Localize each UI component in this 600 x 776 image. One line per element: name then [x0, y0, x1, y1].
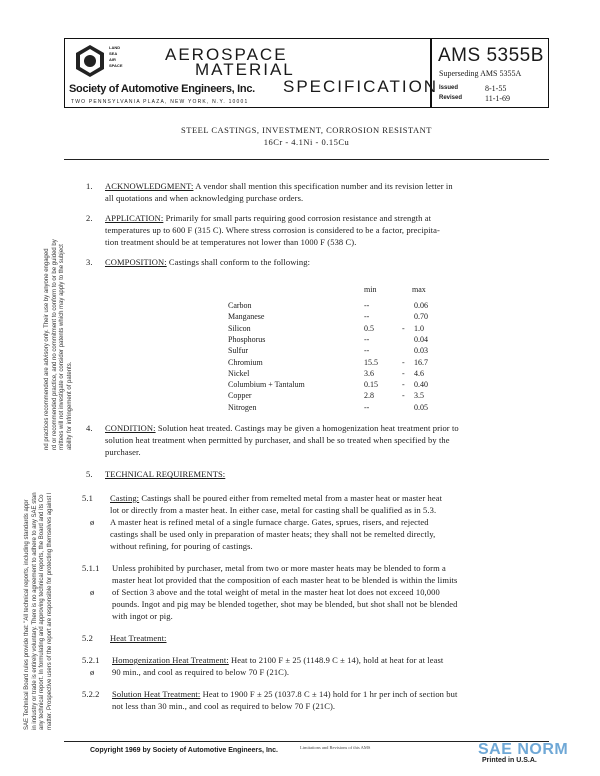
- composition-min: 0.5: [364, 323, 374, 333]
- composition-max: 16.7: [414, 357, 428, 367]
- composition-min: 15.5: [364, 357, 378, 367]
- section-2-number: 2.: [86, 213, 93, 223]
- section-5-number: 5.: [86, 469, 93, 479]
- section-5-2-2-number: 5.2.2: [82, 689, 100, 699]
- section-1-number: 1.: [86, 181, 93, 191]
- section-5-1-line-5: without refining, for pouring of castings.: [110, 541, 253, 551]
- composition-max: 1.0: [414, 323, 424, 333]
- section-5-1-1-line-3: of Section 3 above and the total weight of metal in the master heat lot does not exceed 10,000: [112, 587, 440, 597]
- section-5-2-2-line-1: Solution Heat Treatment: Heat to 1900 F ± 25 (1037.8 C ± 14) hold for 1 hr per inch of section but: [112, 689, 458, 699]
- composition-max: 0.05: [414, 402, 428, 412]
- revised-row: [439, 94, 511, 103]
- composition-max: 0.04: [414, 334, 428, 344]
- section-5-1-1-line-5: with ingot or pig.: [112, 611, 173, 621]
- section-4-line-1: CONDITION: Solution heat treated. Castings may be given a homogenization heat treatment prior to: [105, 423, 459, 433]
- section-4-line-2: solution heat treatment when permitted by purchaser, and shall be so treated when specified by the: [105, 435, 450, 445]
- revision-mark: ø: [90, 517, 95, 527]
- composition-range-dash: -: [402, 391, 405, 401]
- sae-logo-icon: [75, 44, 105, 78]
- composition-range-dash: -: [402, 357, 405, 367]
- section-5-2-number: 5.2: [82, 633, 93, 643]
- revision-mark: ø: [90, 587, 95, 597]
- section-5-2-1-line-1: Homogenization Heat Treatment: Heat to 2100 F ± 25 (1148.9 C ± 14), hold at heat for at least: [112, 655, 444, 665]
- title-material: MATERIAL: [195, 60, 295, 79]
- header-title-box: [64, 38, 439, 108]
- section-1-line-2: all quotations and when acknowledging purchase orders.: [105, 193, 304, 203]
- composition-min: 3.6: [364, 368, 374, 378]
- section-3-line-1: COMPOSITION: Castings shall conform to the following:: [105, 257, 311, 267]
- revised-label: Revised: [439, 95, 463, 101]
- revised-date: 11-1-69: [485, 94, 511, 103]
- composition-max: 3.5: [414, 391, 424, 401]
- composition-element: Sulfur: [228, 346, 248, 356]
- section-5-1-1-line-1: Unless prohibited by purchaser, metal from two or more master heats may be blended to form a: [112, 563, 446, 573]
- section-2-heading: APPLICATION:: [105, 213, 164, 223]
- composition-element: Copper: [228, 391, 252, 401]
- composition-max: 0.03: [414, 346, 428, 356]
- composition-range-dash: -: [402, 368, 405, 378]
- legal-notice-lines-continued: nd practices recommended are advisory only. Their use by anyone engaged rd or recommended practice, and no commitment to conform to or be guided by mittees will not investigate or consider patents which may apply to the subject ability for infringement of patents.: [44, 239, 73, 450]
- composition-max: 4.6: [414, 368, 424, 378]
- section-4-heading: CONDITION:: [105, 423, 156, 433]
- composition-max: 0.70: [414, 312, 428, 322]
- composition-min: 0.15: [364, 380, 378, 390]
- composition-element: Phosphorus: [228, 334, 266, 344]
- issued-row: [439, 84, 507, 93]
- section-5-1-line-2: lot or directly from a master heat. In either case, metal for casting shall be qualified as in 5.3.: [110, 505, 437, 515]
- section-5-2-2-heading: Solution Heat Treatment:: [112, 689, 201, 699]
- section-1-line-1: ACKNOWLEDGMENT: A vendor shall mention this specification number and its revision letter in: [105, 181, 453, 191]
- subject-alloy: 16Cr - 4.1Ni - 0.15Cu: [263, 137, 350, 147]
- section-5-1-1-number: 5.1.1: [82, 563, 100, 573]
- section-5-1-1-line-4: pounds. Ingot and pig may be blended together, shot may be blended, but shot shall not be blended: [112, 599, 458, 609]
- section-3-heading: COMPOSITION:: [105, 257, 167, 267]
- col-max-header: max: [412, 285, 426, 294]
- composition-min: --: [364, 301, 370, 310]
- composition-element: Carbon: [228, 301, 252, 310]
- section-2-line-3: tion treatment should be at temperatures not lower than 1000 F (538 C).: [105, 237, 357, 247]
- section-5-1-number: 5.1: [82, 493, 93, 503]
- subject-title: STEEL CASTINGS, INVESTMENT, CORROSION RESISTANT: [181, 125, 432, 135]
- section-5-2-1-number: 5.2.1: [82, 655, 100, 665]
- legal-notice-sidebar: [0, 239, 73, 730]
- col-min-header: min: [364, 285, 377, 294]
- section-1-heading: ACKNOWLEDGMENT:: [105, 181, 194, 191]
- composition-min: --: [364, 346, 370, 356]
- section-5-2-1-line-2: 90 min., and cool as required to below 70 F (21C).: [112, 667, 290, 677]
- composition-element: Nitrogen: [228, 402, 257, 412]
- composition-max: 0.40: [414, 380, 428, 390]
- footer-divider: [64, 741, 549, 742]
- superseding-note: Superseding AMS 5355A: [439, 69, 522, 78]
- composition-min: --: [364, 402, 370, 412]
- composition-range-dash: -: [402, 380, 405, 390]
- composition-max: 0.06: [414, 301, 428, 310]
- issued-date: 8-1-55: [485, 84, 507, 93]
- section-5-1-line-4: castings shall be used only in preparation of master heats; they shall not be remelted directly,: [110, 529, 436, 539]
- composition-min: --: [364, 312, 370, 322]
- composition-range-dash: -: [402, 323, 405, 333]
- section-5-1-1-line-2: master heat lot provided that the composition of each master heat to be blended is within the limits: [112, 575, 458, 585]
- spec-number: AMS 5355B: [438, 45, 544, 66]
- composition-element: Silicon: [228, 323, 251, 333]
- section-5-2-2-line-2: not less than 30 min., and cool as required to below 70 F (21C).: [112, 701, 336, 711]
- legal-notice-lines: SAE Technical Board rules provide that: "All technical reports, including standards appr in industry or trade is entirely voluntary. There is no agreement to adhere to any SAE stan any technical report. In formulating and approving technical reports, the Board and its Co matter. Prospective users of the report are responsible for protecting themselves against l: [24, 492, 53, 730]
- composition-element: Manganese: [228, 312, 265, 322]
- title-aerospace: AEROSPACE: [165, 45, 288, 64]
- subject: [64, 124, 549, 148]
- printed-in: Printed in U.S.A.: [482, 757, 537, 764]
- issued-label: Issued: [439, 85, 459, 91]
- composition-element: Columbium + Tantalum: [228, 380, 305, 390]
- section-5-2-1-heading: Homogenization Heat Treatment:: [112, 655, 229, 665]
- section-5-1-line-3: A master heat is refined metal of a single furnace charge. Gates, sprues, risers, and rejected: [110, 517, 429, 527]
- composition-min: --: [364, 334, 370, 344]
- logo-caption: LAND SEA AIR SPACE: [109, 45, 123, 68]
- section-2-line-2: temperatures up to 600 F (315 C). Where stress corrosion is considered to be a factor, precipita-: [105, 225, 440, 235]
- section-5-1-heading: Casting:: [110, 493, 140, 503]
- watermark-logo: SAE NORM: [478, 741, 569, 758]
- composition-element: Nickel: [228, 368, 250, 378]
- section-2-line-1: APPLICATION: Primarily for small parts requiring good corrosion resistance and strength at: [105, 213, 432, 223]
- section-5-heading: TECHNICAL REQUIREMENTS:: [105, 469, 226, 479]
- subject-divider: [64, 159, 549, 160]
- composition-min: 2.8: [364, 391, 374, 401]
- section-4-number: 4.: [86, 423, 93, 433]
- title-specification: SPECIFICATION: [283, 77, 439, 96]
- revision-mark: ø: [90, 667, 95, 677]
- footer-note: Limitations and Revisions of this AMS: [300, 745, 371, 750]
- composition-element: Chromium: [228, 357, 263, 367]
- section-5-2-heading: Heat Treatment:: [110, 633, 167, 643]
- copyright: Copyright 1969 by Society of Automotive Engineers, Inc.: [90, 747, 279, 754]
- spec-number-box: [431, 38, 549, 108]
- society-address: TWO PENNSYLVANIA PLAZA, NEW YORK, N.Y. 10001: [71, 99, 249, 105]
- section-3-number: 3.: [86, 257, 93, 267]
- section-4-line-3: purchaser.: [105, 447, 141, 457]
- society-name: Society of Automotive Engineers, Inc.: [69, 83, 255, 95]
- section-5-1-line-1: Casting: Castings shall be poured either from remelted metal from a master heat or master heat: [110, 493, 443, 503]
